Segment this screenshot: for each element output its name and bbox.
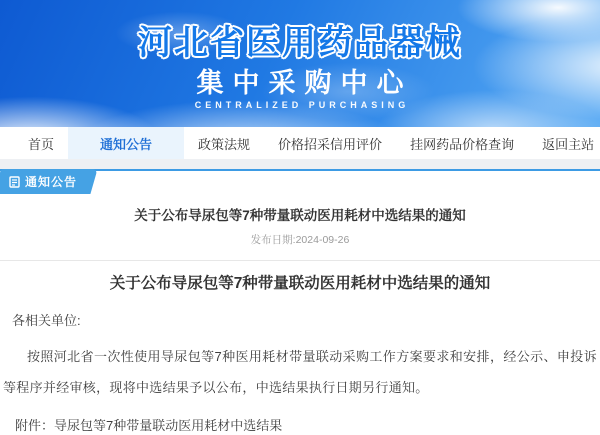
- document-icon: [9, 176, 20, 188]
- article-body-title: 关于公布导尿包等7种带量联动医用耗材中选结果的通知: [109, 275, 491, 292]
- nav-item-price-credit-eval[interactable]: 价格招采信用评价: [278, 136, 383, 152]
- site-title: 河北省医用药品器械: [138, 24, 462, 62]
- site-subtitle-en: CENTRALIZED PURCHASING: [194, 100, 410, 110]
- divider: [0, 260, 600, 261]
- attachment-line: 附件：导尿包等7种带量联动医用耗材中选结果: [15, 418, 283, 433]
- article-body: [0, 273, 600, 435]
- site-banner: [0, 0, 600, 127]
- nav-item-policies[interactable]: 政策法规: [198, 136, 251, 152]
- nav-item-drug-price-query[interactable]: 挂网药品价格查询: [410, 136, 515, 152]
- publish-date: 发布日期:2024-09-26: [250, 234, 350, 246]
- section-tab-label: 通知公告: [25, 175, 78, 189]
- content-panel: [0, 169, 600, 435]
- article-paragraph: 按照河北省一次性使用导尿包等7种医用耗材带量联动采购工作方案要求和安排，经公示、申投诉等程序并经审核，现将中选结果予以公布，中选结果执行日期另行通知。: [3, 349, 597, 395]
- spacer-band: [0, 159, 600, 169]
- site-subtitle: 集中采购中心: [196, 68, 413, 98]
- nav-item-notices[interactable]: 通知公告: [68, 127, 184, 159]
- main-nav: [0, 127, 600, 159]
- nav-item-main-site[interactable]: 返回主站: [542, 136, 595, 152]
- section-tab-notices[interactable]: [0, 169, 87, 194]
- nav-item-home[interactable]: 首页: [28, 136, 55, 152]
- article-title: 关于公布导尿包等7种带量联动医用耗材中选结果的通知: [134, 208, 466, 223]
- salutation: 各相关单位:: [12, 313, 81, 328]
